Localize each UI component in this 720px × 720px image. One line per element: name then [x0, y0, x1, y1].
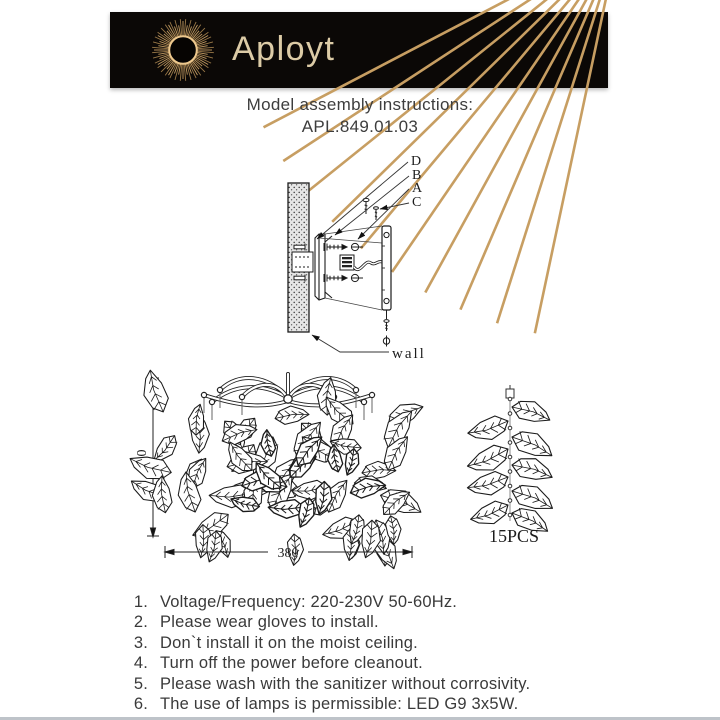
leaf-shape — [465, 469, 511, 501]
instruction-text: Voltage/Frequency: 220-230V 50-60Hz. — [160, 593, 458, 611]
leaf-strand-drawing — [462, 383, 587, 553]
bottom-screw — [383, 310, 389, 347]
lamp-backplate — [382, 226, 391, 310]
wall-label: wall — [392, 346, 426, 362]
instruction-item — [96, 674, 676, 694]
junction-box — [292, 244, 313, 282]
leaf-shape — [508, 425, 557, 463]
strand-links — [508, 397, 512, 517]
top-screws — [363, 198, 378, 220]
instruction-text: Don`t install it on the moist ceiling. — [160, 633, 418, 652]
instruction-text: Please wear gloves to install. — [160, 613, 379, 632]
instruction-text: Turn off the power before cleanout. — [160, 654, 423, 673]
brand-banner — [110, 12, 608, 88]
instruction-number: 1. — [133, 593, 148, 611]
instruction-item — [96, 694, 676, 714]
leaf-shape — [464, 441, 513, 479]
instruction-number: 5. — [133, 674, 148, 693]
leaf-shape — [510, 453, 556, 485]
leaf-shape — [509, 396, 553, 428]
instruction-item — [96, 592, 676, 612]
page-title: Model assembly instructions: — [246, 95, 474, 114]
instruction-number: 3. — [133, 633, 148, 652]
model-number: APL.849.01.03 — [301, 116, 419, 136]
part-label-d: D — [411, 154, 422, 169]
instructions-list — [96, 592, 676, 714]
leaf-shape — [274, 404, 310, 426]
instruction-number: 4. — [133, 654, 148, 673]
title-block — [0, 94, 720, 137]
instruction-number: 2. — [133, 613, 148, 632]
lamp-dimension-drawing — [140, 368, 470, 568]
leaf-shape — [137, 368, 172, 416]
leaf-shape — [150, 475, 173, 514]
instruction-number: 6. — [133, 695, 148, 714]
instruction-item — [96, 633, 676, 653]
instruction-item — [96, 612, 676, 632]
instruction-text: Please wash with the sanitizer without corrosivity. — [160, 674, 531, 693]
terminal-and-wire — [340, 255, 382, 270]
rays-decoration-icon — [338, 12, 608, 88]
width-dimension-label: 380 — [277, 546, 299, 561]
pieces-count-label: 15PCS — [488, 526, 540, 546]
instruction-text: The use of lamps is permissible: LED G9 3x5W. — [160, 695, 519, 714]
leaf-cluster — [126, 368, 427, 573]
part-label-c: C — [412, 195, 422, 210]
callout-leaders — [312, 162, 409, 352]
part-label-a: A — [412, 181, 423, 196]
wall-mount-diagram — [268, 146, 473, 368]
brand-name: Aployt — [232, 30, 336, 68]
part-label-b: B — [412, 168, 422, 183]
leaf-shape — [465, 413, 512, 446]
sunburst-logo-icon — [138, 12, 228, 88]
instruction-item — [96, 653, 676, 673]
